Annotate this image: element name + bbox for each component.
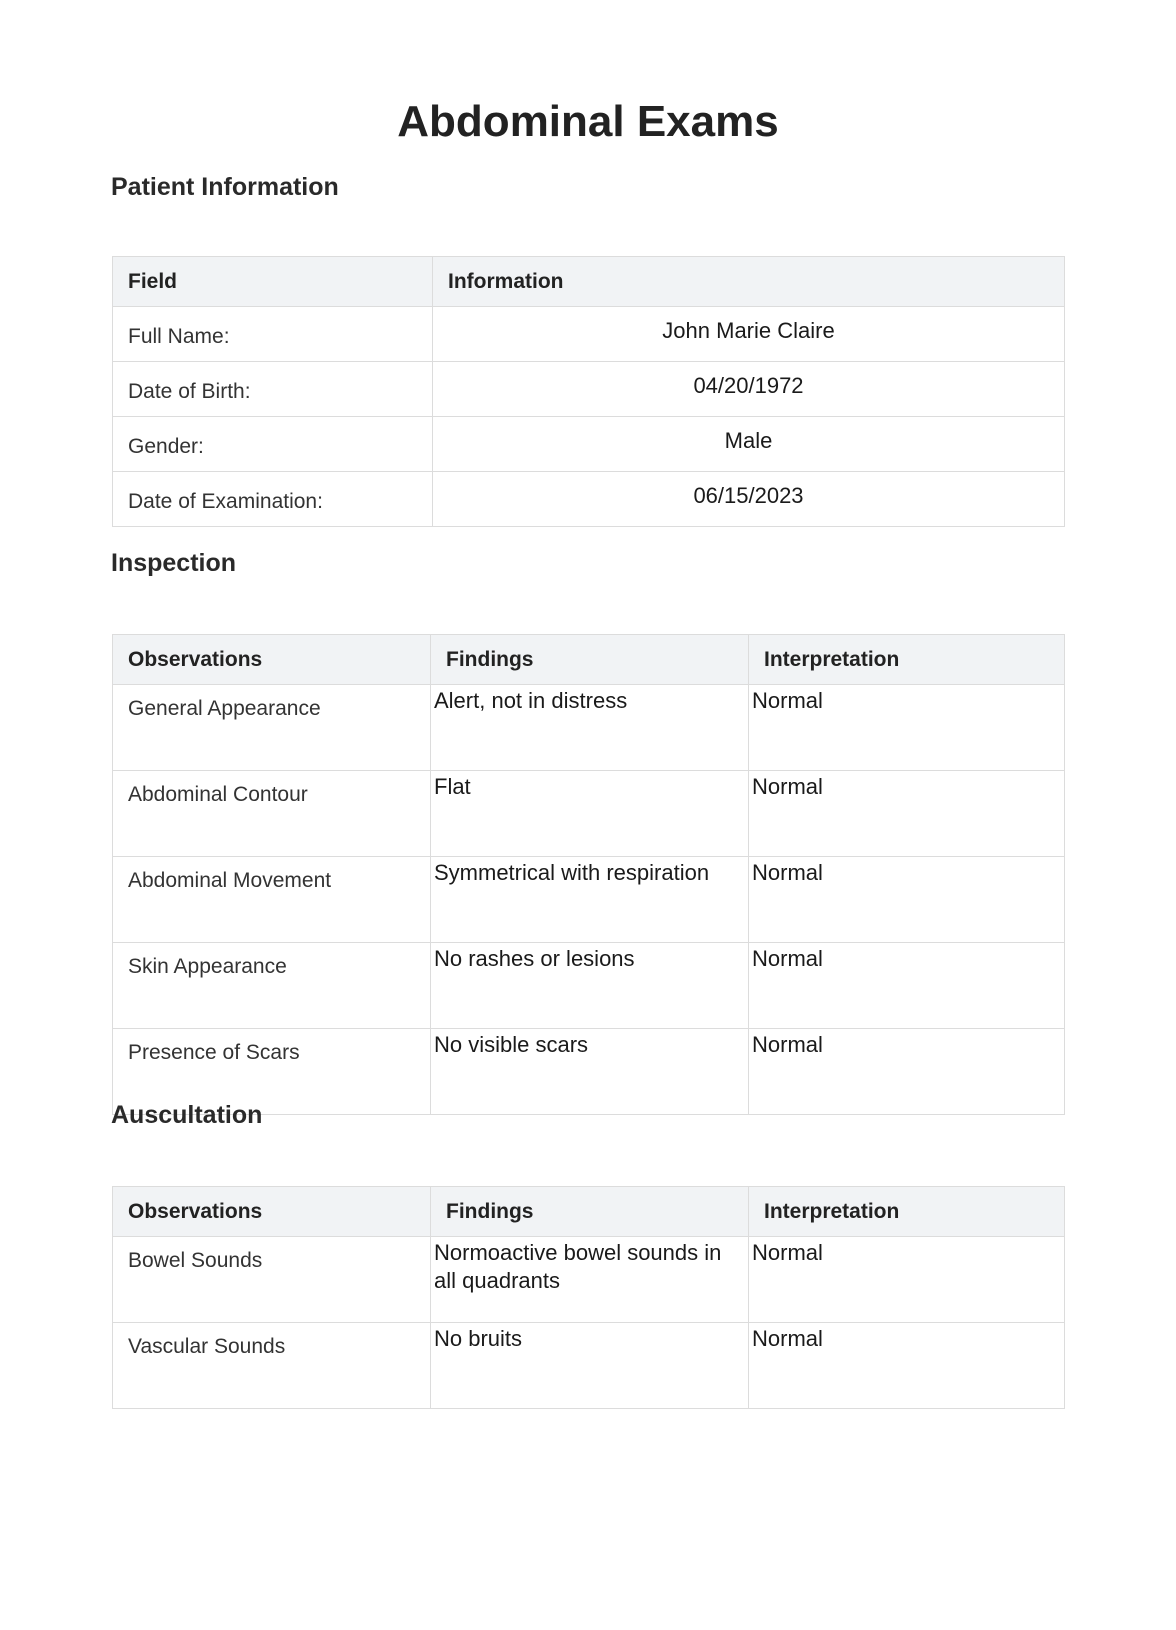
table-header-row [113,257,1065,307]
observation-cell: Abdominal Movement [113,857,431,943]
auscultation-table [112,1186,1065,1409]
table-row [113,771,1065,857]
interpretation-cell: Normal [749,771,1065,857]
table-row [113,857,1065,943]
section-heading-inspection: Inspection [111,549,237,577]
interpretation-cell: Normal [749,685,1065,771]
table-row [113,362,1065,417]
table-row [113,472,1065,527]
interpretation-cell: Normal [749,1029,1065,1115]
field-label: Date of Birth: [113,362,433,417]
field-value-date-of-examination: 06/15/2023 [433,472,1065,527]
finding-cell: No rashes or lesions [431,943,749,1029]
interpretation-cell: Normal [749,1237,1065,1323]
observation-cell: Bowel Sounds [113,1237,431,1323]
table-header-row [113,635,1065,685]
table-row [113,307,1065,362]
column-header-observations: Observations [113,1187,431,1237]
column-header-interpretation: Interpretation [749,635,1065,685]
interpretation-cell: Normal [749,943,1065,1029]
page-title: Abdominal Exams [397,97,779,146]
observation-cell: General Appearance [113,685,431,771]
table-row [113,1237,1065,1323]
interpretation-cell: Normal [749,1323,1065,1409]
observation-cell: Presence of Scars [113,1029,431,1115]
finding-cell: Alert, not in distress [431,685,749,771]
column-header-observations: Observations [113,635,431,685]
observation-cell: Vascular Sounds [113,1323,431,1409]
table-row [113,685,1065,771]
field-label: Gender: [113,417,433,472]
table-row [113,1323,1065,1409]
column-header-findings: Findings [431,635,749,685]
column-header-field: Field [113,257,433,307]
field-label: Date of Examination: [113,472,433,527]
finding-cell: Normoactive bowel sounds in all quadrants [431,1237,749,1323]
finding-cell: No bruits [431,1323,749,1409]
patient-information-table [112,256,1065,527]
interpretation-cell: Normal [749,857,1065,943]
table-row [113,943,1065,1029]
observation-cell: Skin Appearance [113,943,431,1029]
observation-cell: Abdominal Contour [113,771,431,857]
finding-cell: No visible scars [431,1029,749,1115]
section-heading-patient-information: Patient Information [111,173,339,201]
inspection-table [112,634,1065,1115]
column-header-interpretation: Interpretation [749,1187,1065,1237]
section-heading-auscultation: Auscultation [111,1101,263,1129]
field-value-gender: Male [433,417,1065,472]
field-value-date-of-birth: 04/20/1972 [433,362,1065,417]
finding-cell: Flat [431,771,749,857]
finding-cell: Symmetrical with respiration [431,857,749,943]
field-label: Full Name: [113,307,433,362]
table-header-row [113,1187,1065,1237]
column-header-findings: Findings [431,1187,749,1237]
table-row [113,417,1065,472]
field-value-full-name: John Marie Claire [433,307,1065,362]
column-header-information: Information [433,257,1065,307]
